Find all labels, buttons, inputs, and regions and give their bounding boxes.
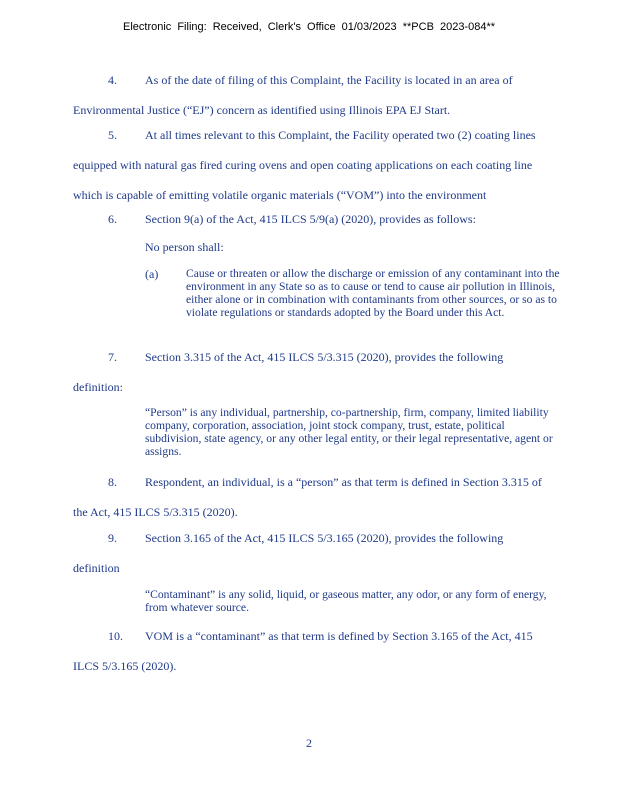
definition-quote-person: “Person” is any individual, partnership, co-partnership, firm, company, limited liability company, corporation, association, joint stock company, trust, estate, political subdivision, state agency, or any other legal entity, or their legal representative, agent or assigns.	[145, 406, 553, 458]
paragraph-8	[73, 467, 583, 527]
paragraph-6	[73, 204, 583, 234]
paragraph-text: equipped with natural gas fired curing ovens and open coating applications on each coating line	[73, 158, 533, 172]
paragraph-text: As of the date of filing of this Complaint, the Facility is located in an area of	[145, 73, 513, 87]
paragraph-number: 5.	[108, 128, 117, 142]
paragraph-number: 9.	[108, 531, 117, 545]
statute-quote: Cause or threaten or allow the discharge or emission of any contaminant into the environment in any State so as to cause or tend to cause air pollution in Illinois, either alone or in combination with contaminants from other sources, or so as to violate regulations or standards adopted by the Board under this Act.	[186, 267, 560, 319]
paragraph-text: VOM is a “contaminant” as that term is defined by Section 3.165 of the Act, 415	[145, 629, 533, 643]
paragraph-text: definition	[73, 561, 120, 575]
paragraph-text: At all times relevant to this Complaint, the Facility operated two (2) coating lines	[145, 128, 536, 142]
paragraph-text: Section 9(a) of the Act, 415 ILCS 5/9(a) (2020), provides as follows:	[145, 212, 476, 226]
paragraph-number: 4.	[108, 73, 117, 87]
paragraph-number: 7.	[108, 350, 117, 364]
paragraph-text: the Act, 415 ILCS 5/3.315 (2020).	[73, 505, 238, 519]
paragraph-7	[73, 342, 583, 402]
definition-quote-contaminant: “Contaminant” is any solid, liquid, or gaseous matter, any odor, or any form of energy, from whatever source.	[145, 588, 547, 614]
paragraph-9	[73, 523, 583, 583]
paragraph-number: 8.	[108, 475, 117, 489]
paragraph-10	[73, 621, 583, 681]
statute-intro: No person shall:	[145, 240, 224, 254]
paragraph-text: definition:	[73, 380, 123, 394]
paragraph-text: Environmental Justice (“EJ”) concern as identified using Illinois EPA EJ Start.	[73, 103, 451, 117]
paragraph-number: 10.	[108, 629, 123, 643]
paragraph-text: which is capable of emitting volatile organic materials (“VOM”) into the environment	[73, 188, 487, 202]
paragraph-5	[73, 120, 583, 210]
subsection-label: (a)	[145, 267, 159, 281]
page-number: 2	[306, 736, 312, 750]
paragraph-4	[73, 65, 583, 125]
paragraph-text: ILCS 5/3.165 (2020).	[73, 659, 177, 673]
paragraph-text: Respondent, an individual, is a “person” as that term is defined in Section 3.315 of	[145, 475, 542, 489]
paragraph-number: 6.	[108, 212, 117, 226]
paragraph-text: Section 3.315 of the Act, 415 ILCS 5/3.315 (2020), provides the following	[145, 350, 504, 364]
filing-stamp-header: Electronic Filing: Received, Clerk's Office 01/03/2023 **PCB 2023-084**	[122, 21, 496, 33]
paragraph-text: Section 3.165 of the Act, 415 ILCS 5/3.165 (2020), provides the following	[145, 531, 504, 545]
